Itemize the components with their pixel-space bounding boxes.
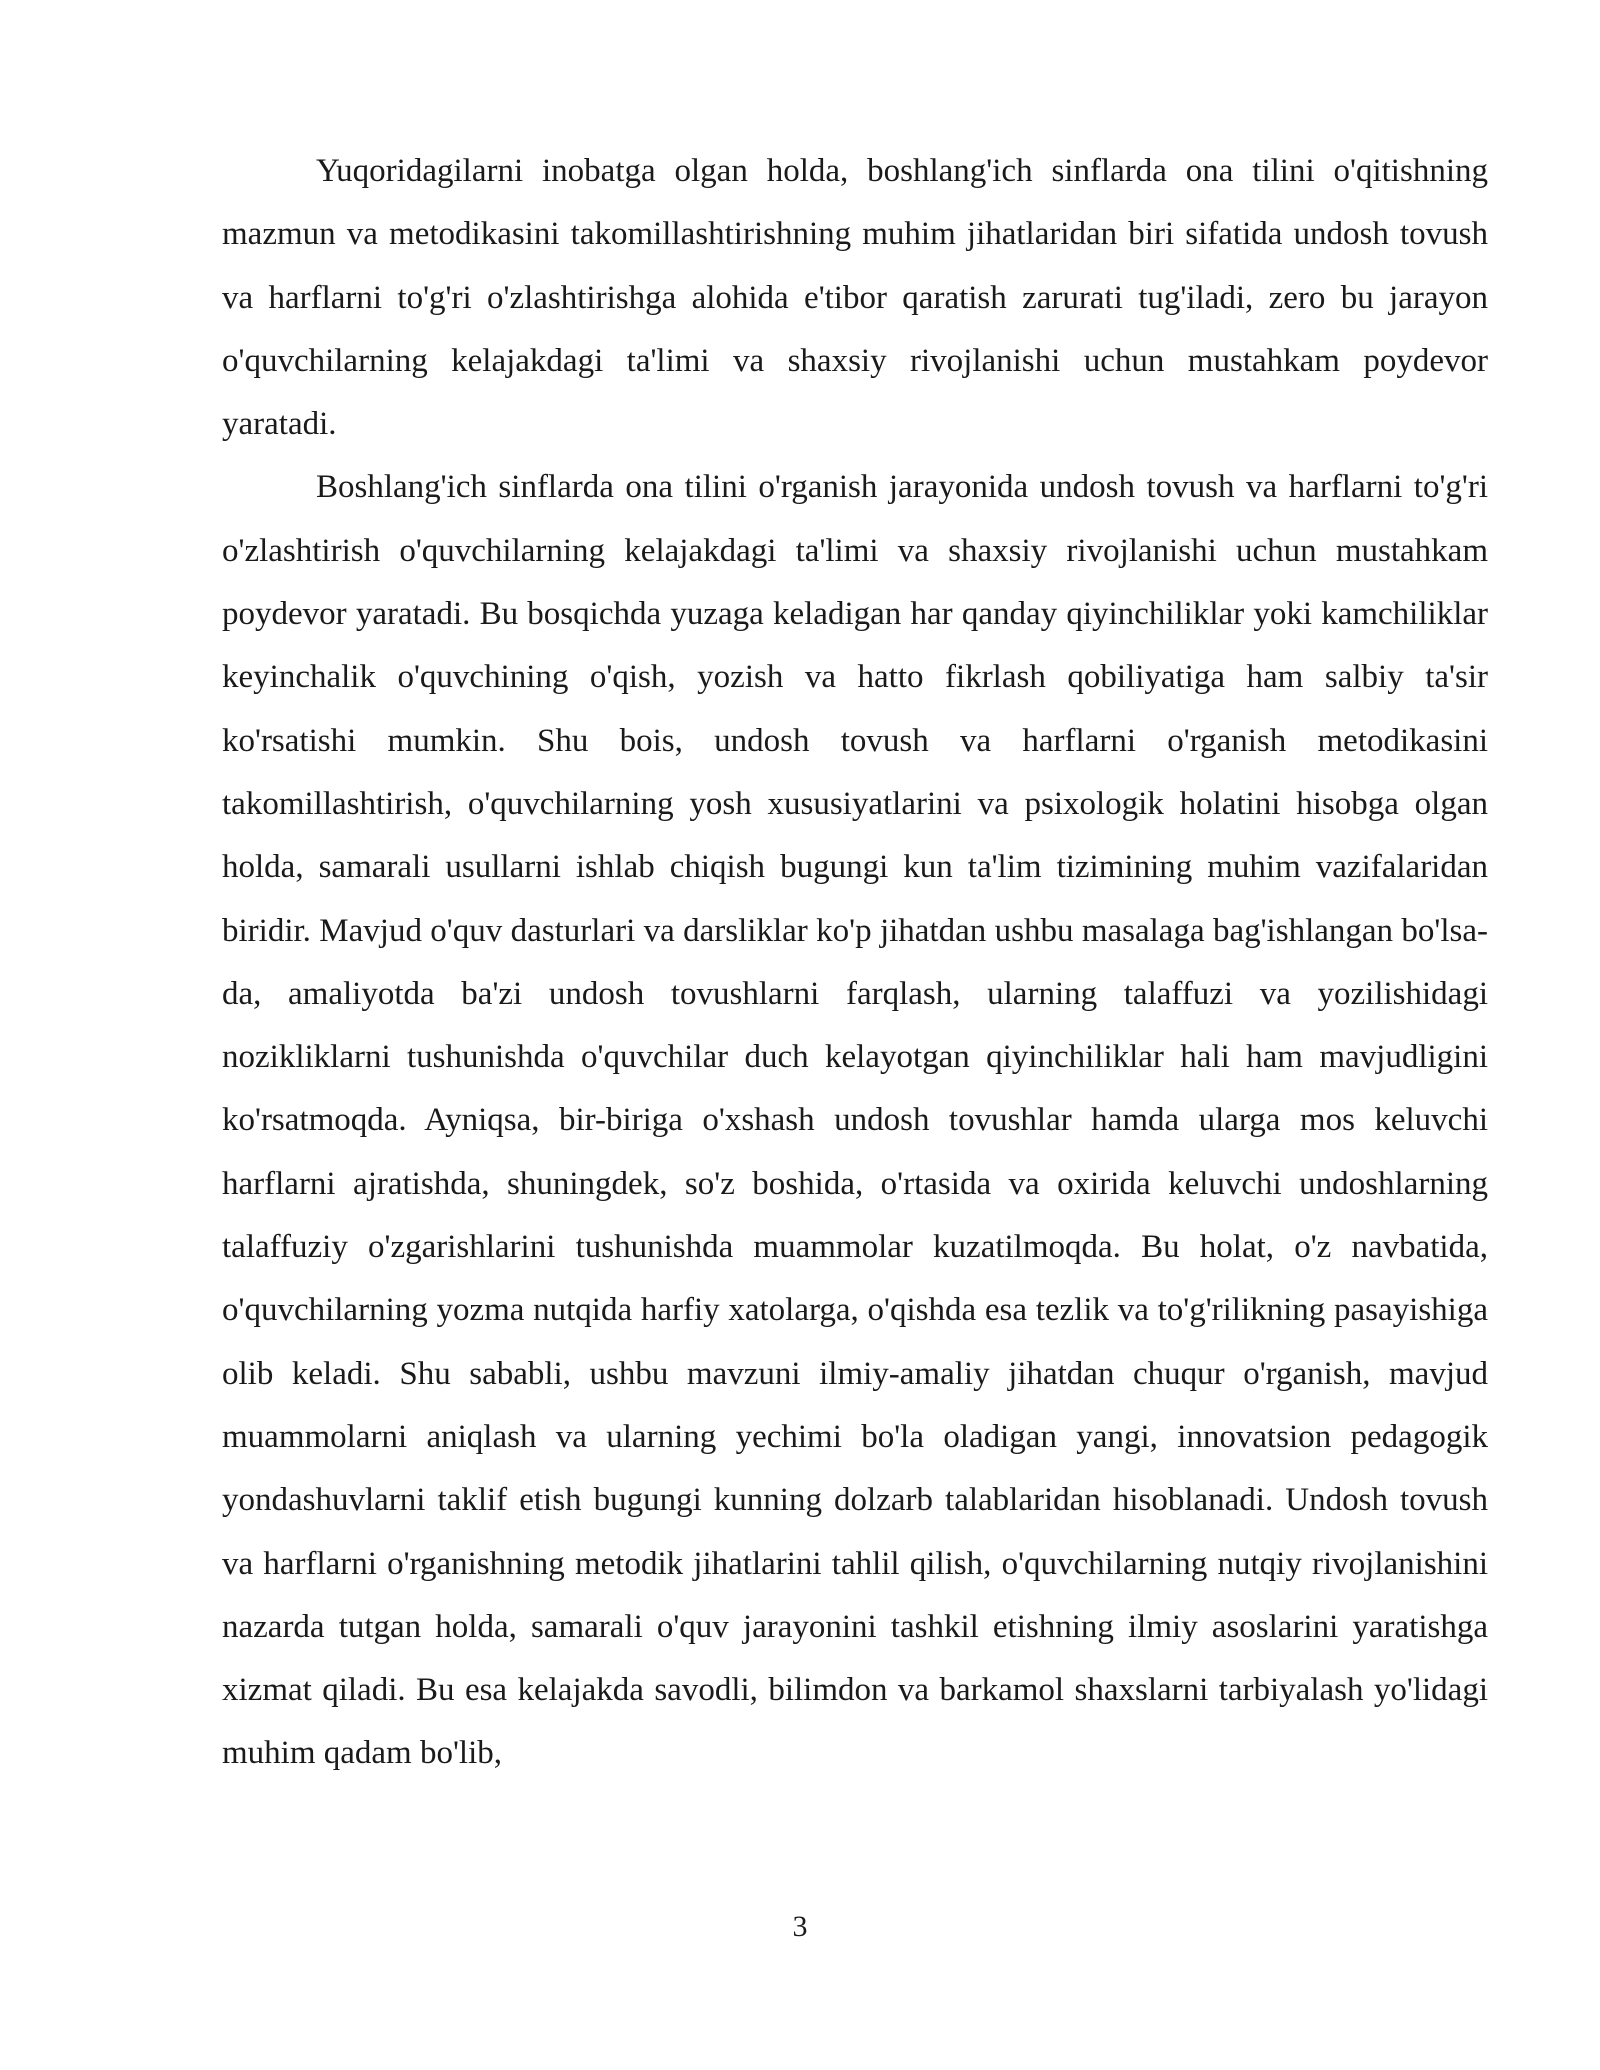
body-text bbox=[222, 140, 1488, 1786]
page-number: 3 bbox=[792, 1910, 808, 1943]
paragraph-2: Boshlang'ich sinflarda ona tilini o'rganish jarayonida undosh tovush va harflarni to'g'ri o'zlashtirish o'quvchilarning kelajakdagi ta'limi va shaxsiy rivojlanishi uchun mustahkam poydevor yaratadi. Bu bosqichda yuzaga keladigan har qanday qiyinchiliklar yoki kamchiliklar keyinchalik o'quvchining o'qish, yozish va hatto fikrlash qobiliyatiga ham salbiy ta'sir ko'rsatishi mumkin. Shu bois, undosh tovush va harflarni o'rganish metodikasini takomillashtirish, o'quvchilarning yosh xususiyatlarini va psixologik holatini hisobga olgan holda, samarali usullarni ishlab chiqish bugungi kun ta'lim tizimining muhim vazifalaridan biridir. Mavjud o'quv dasturlari va darsliklar ko'p jihatdan ushbu masalaga bag'ishlangan bo'lsa-da, amaliyotda ba'zi undosh tovushlarni farqlash, ularning talaffuzi va yozilishidagi nozikliklarni tushunishda o'quvchilar duch kelayotgan qiyinchiliklar hali ham mavjudligini ko'rsatmoqda. Ayniqsa, bir-biriga o'xshash undosh tovushlar hamda ularga mos keluvchi harflarni ajratishda, shuningdek, so'z boshida, o'rtasida va oxirida keluvchi undoshlarning talaffuziy o'zgarishlarini tushunishda muammolar kuzatilmoqda. Bu holat, o'z navbatida, o'quvchilarning yozma nutqida harfiy xatolarga, o'qishda esa tezlik va to'g'rilikning pasayishiga olib keladi. Shu sababli, ushbu mavzuni ilmiy-amaliy jihatdan chuqur o'rganish, mavjud muammolarni aniqlash va ularning yechimi bo'la oladigan yangi, innovatsion pedagogik yondashuvlarni taklif etish bugungi kunning dolzarb talablaridan hisoblanadi. Undosh tovush va harflarni o'rganishning metodik jihatlarini tahlil qilish, o'quvchilarning nutqiy rivojlanishini nazarda tutgan holda, samarali o'quv jarayonini tashkil etishning ilmiy asoslarini yaratishga xizmat qiladi. Bu esa kelajakda savodli, bilimdon va barkamol shaxslarni tarbiyalash yo'lidagi muhim qadam bo'lib, bbox=[222, 469, 1488, 1772]
paragraph-1: Yuqoridagilarni inobatga olgan holda, boshlang'ich sinflarda ona tilini o'qitishning mazmun va metodikasini takomillashtirishning muhim jihatlaridan biri sifatida undosh tovush va harflarni to'g'ri o'zlashtirishga alohida e'tibor qaratish zarurati tug'iladi, zero bu jarayon o'quvchilarning kelajakdagi ta'limi va shaxsiy rivojlanishi uchun mustahkam poydevor yaratadi. bbox=[222, 153, 1488, 443]
